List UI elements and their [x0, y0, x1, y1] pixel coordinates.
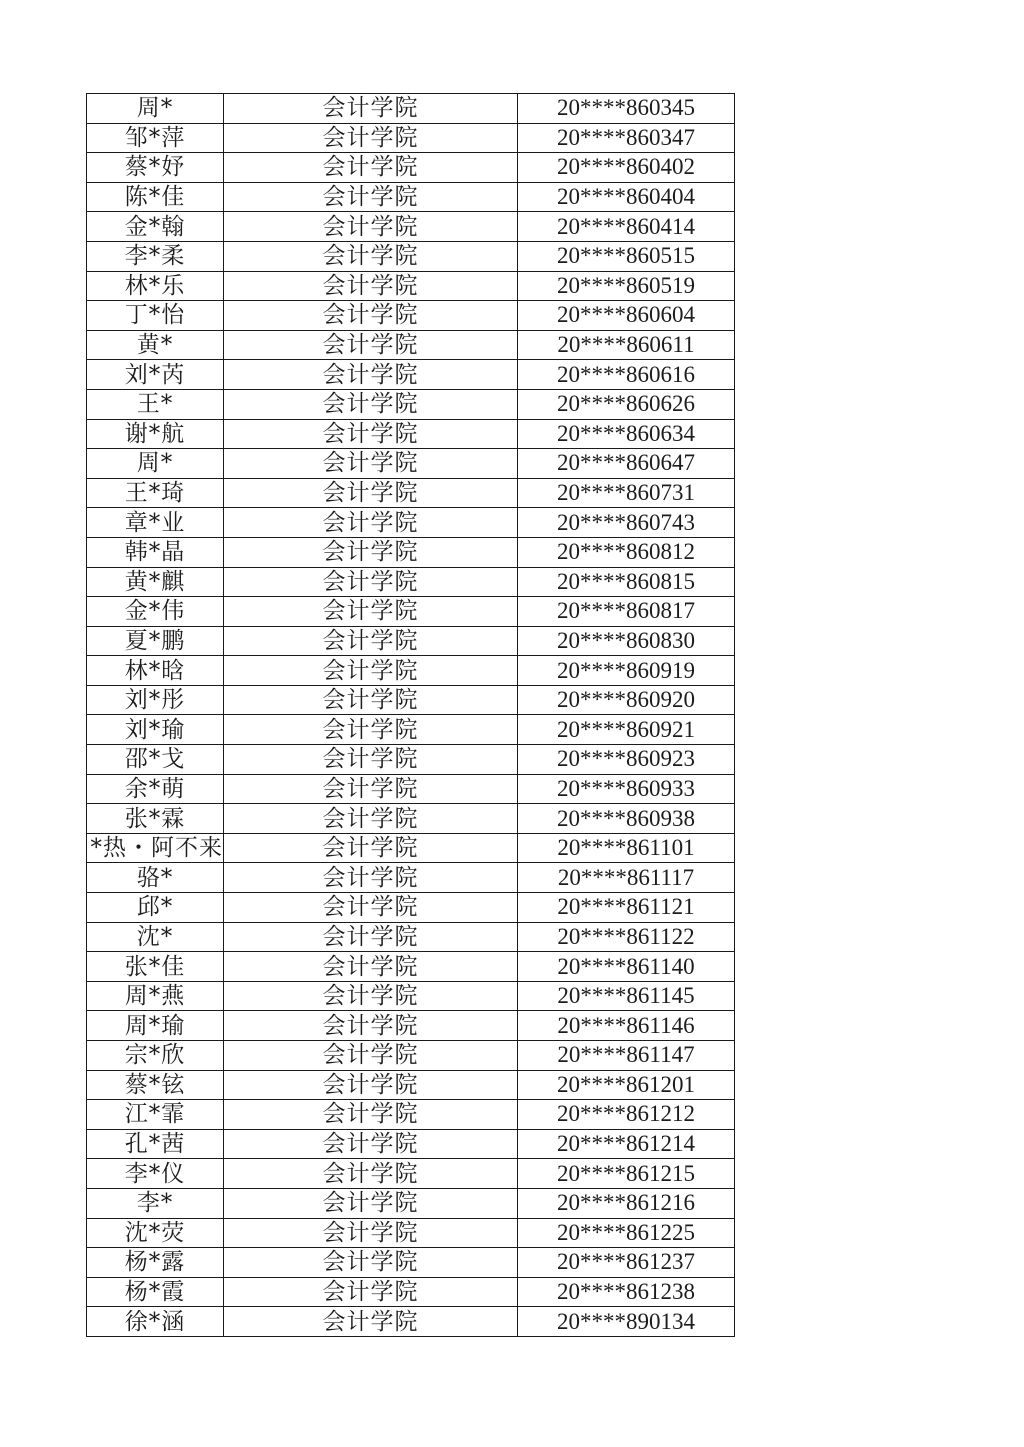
student-name-cell: 刘*芮 [87, 360, 224, 390]
student-name-cell: 黄*麒 [87, 567, 224, 597]
college-cell: 会计学院 [224, 685, 518, 715]
college-cell: 会计学院 [224, 893, 518, 923]
college-cell: 会计学院 [224, 1011, 518, 1041]
student-name-cell: 刘*瑜 [87, 715, 224, 745]
table-row [87, 271, 735, 301]
student-name-cell: 余*萌 [87, 774, 224, 804]
student-list-sheet [86, 93, 734, 1337]
student-id-cell: 20****860830 [518, 626, 735, 656]
college-cell: 会计学院 [224, 123, 518, 153]
student-name-cell: 李*柔 [87, 241, 224, 271]
college-cell: 会计学院 [224, 360, 518, 390]
table-row [87, 330, 735, 360]
student-id-cell: 20****860647 [518, 449, 735, 479]
student-name-cell: 沈*荧 [87, 1218, 224, 1248]
table-row [87, 1159, 735, 1189]
table-row [87, 153, 735, 183]
table-row [87, 626, 735, 656]
student-id-cell: 20****861215 [518, 1159, 735, 1189]
table-row [87, 1129, 735, 1159]
student-id-cell: 20****861101 [518, 833, 735, 863]
college-cell: 会计学院 [224, 1277, 518, 1307]
student-name-cell: 李* [87, 1188, 224, 1218]
student-id-cell: 20****860743 [518, 508, 735, 538]
college-cell: 会计学院 [224, 1188, 518, 1218]
student-name-cell: 谢*航 [87, 419, 224, 449]
student-id-cell: 20****890134 [518, 1307, 735, 1337]
table-row [87, 922, 735, 952]
college-cell: 会计学院 [224, 1041, 518, 1071]
student-id-cell: 20****860920 [518, 685, 735, 715]
student-id-cell: 20****860345 [518, 94, 735, 124]
student-id-cell: 20****861146 [518, 1011, 735, 1041]
student-id-cell: 20****860604 [518, 301, 735, 331]
student-table [86, 93, 735, 1337]
college-cell: 会计学院 [224, 1248, 518, 1278]
student-id-cell: 20****860812 [518, 537, 735, 567]
table-row [87, 123, 735, 153]
college-cell: 会计学院 [224, 271, 518, 301]
table-row [87, 537, 735, 567]
student-name-cell: 宗*欣 [87, 1041, 224, 1071]
table-row [87, 419, 735, 449]
table-row [87, 212, 735, 242]
student-name-cell: 周* [87, 94, 224, 124]
student-name-cell: 周* [87, 449, 224, 479]
table-row [87, 478, 735, 508]
student-name-cell: 张*佳 [87, 952, 224, 982]
student-name-cell: 蔡*铉 [87, 1070, 224, 1100]
table-row [87, 833, 735, 863]
college-cell: 会计学院 [224, 182, 518, 212]
table-row [87, 893, 735, 923]
student-id-cell: 20****860402 [518, 153, 735, 183]
college-cell: 会计学院 [224, 537, 518, 567]
student-name-cell: 杨*露 [87, 1248, 224, 1278]
table-row [87, 94, 735, 124]
table-row [87, 685, 735, 715]
student-id-cell: 20****860616 [518, 360, 735, 390]
student-id-cell: 20****861121 [518, 893, 735, 923]
college-cell: 会计学院 [224, 981, 518, 1011]
college-cell: 会计学院 [224, 922, 518, 952]
student-id-cell: 20****860938 [518, 804, 735, 834]
student-id-cell: 20****860626 [518, 389, 735, 419]
student-name-cell: 金*翰 [87, 212, 224, 242]
college-cell: 会计学院 [224, 626, 518, 656]
student-id-cell: 20****861117 [518, 863, 735, 893]
college-cell: 会计学院 [224, 389, 518, 419]
college-cell: 会计学院 [224, 1159, 518, 1189]
table-row [87, 745, 735, 775]
table-row [87, 389, 735, 419]
student-name-cell: 王*琦 [87, 478, 224, 508]
student-name-cell: 陈*佳 [87, 182, 224, 212]
table-row [87, 656, 735, 686]
college-cell: 会计学院 [224, 449, 518, 479]
student-id-cell: 20****860921 [518, 715, 735, 745]
table-row [87, 774, 735, 804]
student-id-cell: 20****861225 [518, 1218, 735, 1248]
table-row [87, 1218, 735, 1248]
student-id-cell: 20****860519 [518, 271, 735, 301]
student-id-cell: 20****861122 [518, 922, 735, 952]
student-name-cell: 周*瑜 [87, 1011, 224, 1041]
college-cell: 会计学院 [224, 241, 518, 271]
college-cell: 会计学院 [224, 863, 518, 893]
college-cell: 会计学院 [224, 715, 518, 745]
student-name-cell: 邹*萍 [87, 123, 224, 153]
student-id-cell: 20****861147 [518, 1041, 735, 1071]
college-cell: 会计学院 [224, 804, 518, 834]
college-cell: 会计学院 [224, 212, 518, 242]
student-id-cell: 20****860815 [518, 567, 735, 597]
student-name-cell: 周*燕 [87, 981, 224, 1011]
college-cell: 会计学院 [224, 478, 518, 508]
student-id-cell: 20****860817 [518, 597, 735, 627]
college-cell: 会计学院 [224, 1307, 518, 1337]
student-name-cell: 刘*彤 [87, 685, 224, 715]
student-name-cell: 沈* [87, 922, 224, 952]
college-cell: 会计学院 [224, 597, 518, 627]
student-name-cell: 黄* [87, 330, 224, 360]
student-id-cell: 20****860404 [518, 182, 735, 212]
college-cell: 会计学院 [224, 952, 518, 982]
college-cell: 会计学院 [224, 153, 518, 183]
table-row [87, 1100, 735, 1130]
student-id-cell: 20****860414 [518, 212, 735, 242]
college-cell: 会计学院 [224, 833, 518, 863]
student-id-cell: 20****860634 [518, 419, 735, 449]
student-name-cell: 张*霖 [87, 804, 224, 834]
student-id-cell: 20****861140 [518, 952, 735, 982]
table-row [87, 715, 735, 745]
table-row [87, 1041, 735, 1071]
college-cell: 会计学院 [224, 508, 518, 538]
student-id-cell: 20****861237 [518, 1248, 735, 1278]
student-name-cell: 丁*怡 [87, 301, 224, 331]
student-name-cell: 林*晗 [87, 656, 224, 686]
student-id-cell: 20****860611 [518, 330, 735, 360]
table-row [87, 981, 735, 1011]
college-cell: 会计学院 [224, 330, 518, 360]
student-id-cell: 20****860923 [518, 745, 735, 775]
student-id-cell: 20****861201 [518, 1070, 735, 1100]
college-cell: 会计学院 [224, 1218, 518, 1248]
table-row [87, 182, 735, 212]
student-name-cell: 徐*涵 [87, 1307, 224, 1337]
student-id-cell: 20****861214 [518, 1129, 735, 1159]
table-row [87, 1011, 735, 1041]
student-name-cell: 王* [87, 389, 224, 419]
table-row [87, 449, 735, 479]
college-cell: 会计学院 [224, 1100, 518, 1130]
student-id-cell: 20****860933 [518, 774, 735, 804]
student-id-cell: 20****861216 [518, 1188, 735, 1218]
table-row [87, 360, 735, 390]
student-name-cell: 韩*晶 [87, 537, 224, 567]
college-cell: 会计学院 [224, 94, 518, 124]
student-name-cell: *热・阿不来 [87, 833, 224, 863]
student-name-cell: 夏*鹏 [87, 626, 224, 656]
table-row [87, 1307, 735, 1337]
table-row [87, 508, 735, 538]
table-row [87, 1277, 735, 1307]
college-cell: 会计学院 [224, 774, 518, 804]
college-cell: 会计学院 [224, 745, 518, 775]
student-id-cell: 20****861238 [518, 1277, 735, 1307]
table-row [87, 241, 735, 271]
college-cell: 会计学院 [224, 419, 518, 449]
student-name-cell: 邱* [87, 893, 224, 923]
student-name-cell: 李*仪 [87, 1159, 224, 1189]
college-cell: 会计学院 [224, 656, 518, 686]
table-row [87, 863, 735, 893]
student-name-cell: 孔*茜 [87, 1129, 224, 1159]
student-name-cell: 蔡*妤 [87, 153, 224, 183]
student-name-cell: 邵*戈 [87, 745, 224, 775]
student-id-cell: 20****860515 [518, 241, 735, 271]
student-name-cell: 章*业 [87, 508, 224, 538]
student-name-cell: 金*伟 [87, 597, 224, 627]
table-row [87, 567, 735, 597]
table-row [87, 1188, 735, 1218]
college-cell: 会计学院 [224, 1129, 518, 1159]
college-cell: 会计学院 [224, 567, 518, 597]
table-row [87, 301, 735, 331]
table-row [87, 1070, 735, 1100]
student-table-body [87, 94, 735, 1337]
student-name-cell: 骆* [87, 863, 224, 893]
student-id-cell: 20****860347 [518, 123, 735, 153]
student-name-cell: 杨*霞 [87, 1277, 224, 1307]
table-row [87, 804, 735, 834]
student-id-cell: 20****861145 [518, 981, 735, 1011]
college-cell: 会计学院 [224, 301, 518, 331]
student-id-cell: 20****860731 [518, 478, 735, 508]
student-name-cell: 江*霏 [87, 1100, 224, 1130]
table-row [87, 597, 735, 627]
college-cell: 会计学院 [224, 1070, 518, 1100]
student-name-cell: 林*乐 [87, 271, 224, 301]
table-row [87, 1248, 735, 1278]
student-id-cell: 20****861212 [518, 1100, 735, 1130]
student-id-cell: 20****860919 [518, 656, 735, 686]
table-row [87, 952, 735, 982]
